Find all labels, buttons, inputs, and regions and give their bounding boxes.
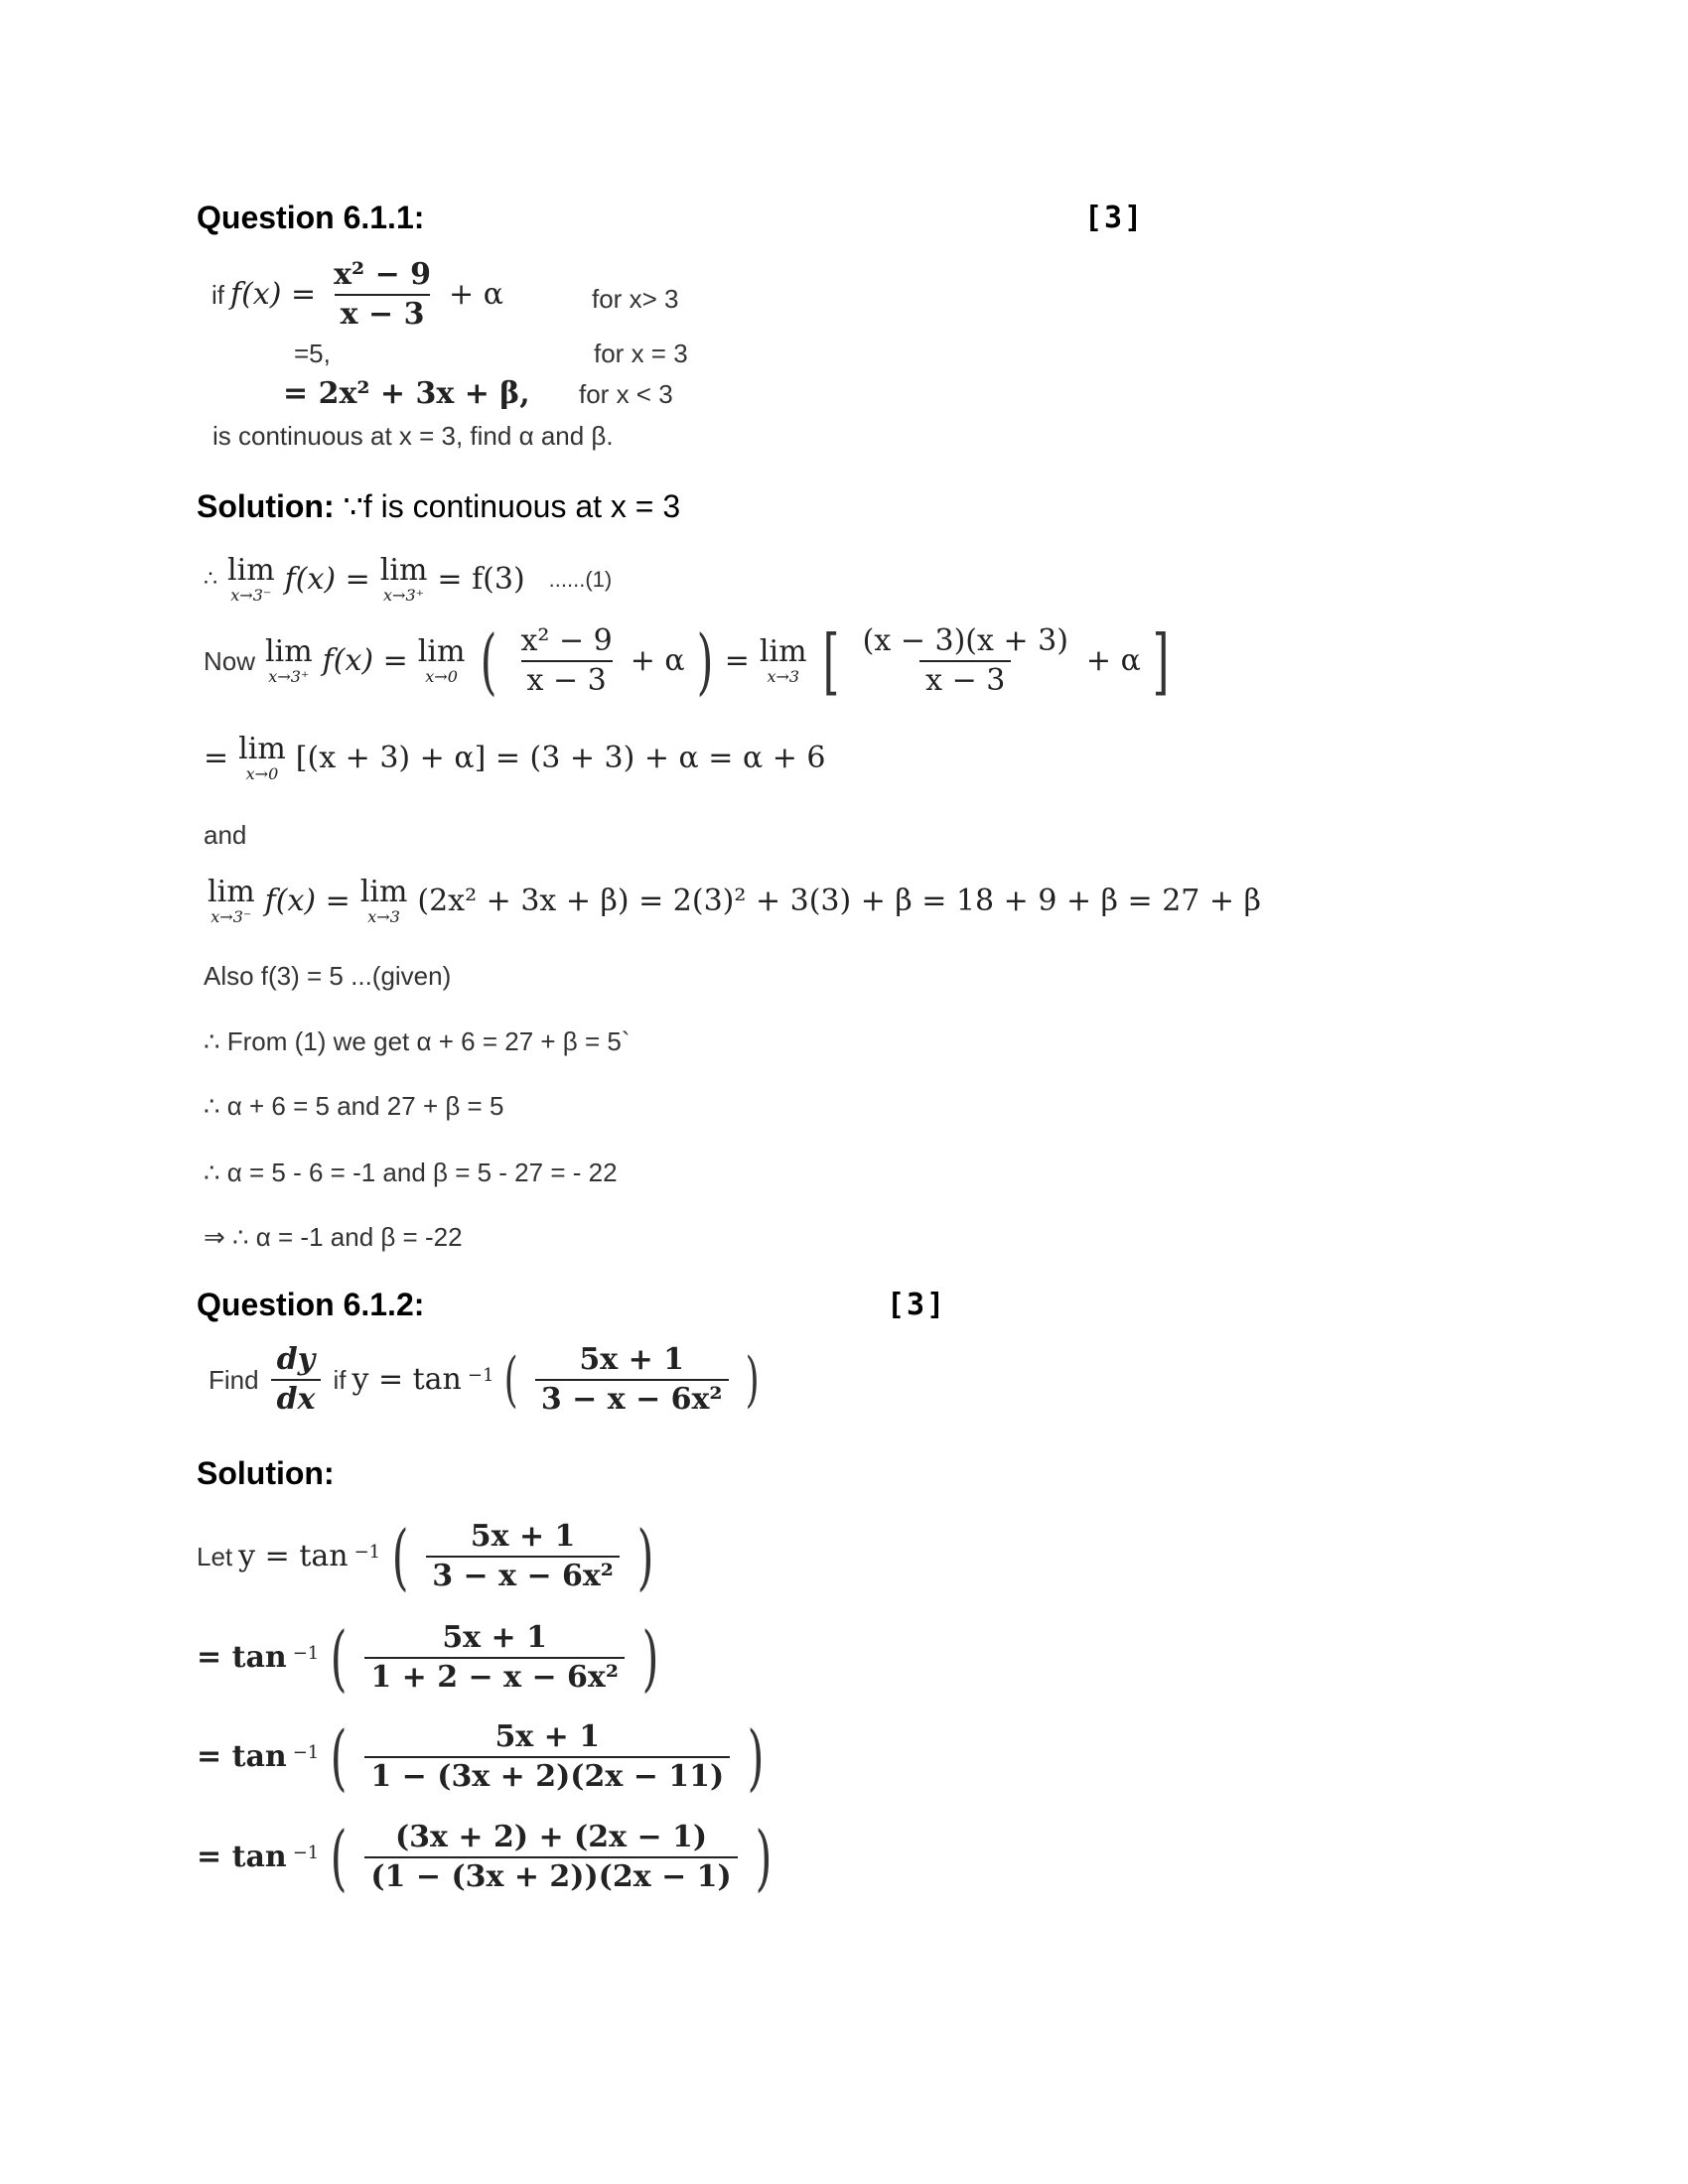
q1-line-compute: ∴ α = 5 - 6 = -1 and β = 5 - 27 = - 22 [204,1158,618,1187]
q1-step3-eq: = [204,741,229,775]
q2-let-label: Let [197,1542,233,1571]
q2-step4-inv: −1 [292,1843,320,1863]
question-1-heading: Question 6.1.1: [197,200,425,235]
q1-statement-line-1 [211,257,503,332]
q1-step-2 [204,619,1175,703]
q2-step1-fraction: $\frac{5x + 1}{\text{3 − x − 6x²}}$ [426,1522,620,1591]
q2-step1-lhs: y = tan [238,1539,349,1573]
q1-step1-f: f(x) = [284,562,370,597]
question-2-heading: Question 6.1.2: [197,1287,425,1322]
q1-step-3 [204,732,826,783]
left-paren-icon: ( [330,1816,348,1899]
q2-inverse-sup: −1 [467,1365,494,1386]
q2-statement [209,1342,764,1417]
q1-step2-plus-alpha: + α [630,643,685,678]
q1-step4-f: f(x) = [264,884,351,918]
q1-step1-rhs: = f(3) [437,562,525,597]
q1-solution-intro-text: ∵f is continuous at x = 3 [334,488,681,524]
q1-step2-lim-1: lim x→3⁺ [265,634,313,686]
q1-condition-1: for x> 3 [592,284,679,314]
right-paren-icon: ) [747,1715,765,1799]
question-2-marks: [3] [887,1288,947,1322]
left-paren-icon: ( [330,1616,348,1700]
q1-step1-lim-2: lim x→3⁺ [379,553,428,605]
left-paren-icon: ( [481,619,497,703]
q1-step2-plus-alpha-2: + α [1085,643,1141,678]
q1-condition-3: for x < 3 [579,379,673,409]
q2-step2-inv: −1 [292,1643,320,1664]
q1-step2-eq: = [724,643,750,678]
q2-step-3 [197,1715,770,1799]
q1-step4-lim-2: lim x→3 [359,875,408,926]
q1-fraction-denominator: x − 3 [335,294,431,330]
q2-step2-lhs: = tan [197,1640,287,1675]
q1-condition-2: for x = 3 [594,339,688,368]
therefore-icon: ∴ [204,567,217,592]
q1-statement-line-2: =5, [294,339,331,368]
q1-f-lhs: f(x) = [230,277,317,312]
q1-plus-alpha: + α [449,277,503,312]
q2-y-eq: y = tan [352,1362,462,1397]
right-bracket-icon: ] [1152,619,1170,703]
q1-step4-lim-1: lim x→3⁻ [208,875,255,926]
q1-step2-fraction: $\frac{\text{x² − 9}}{x - 3}$ [520,623,613,698]
q1-solution-label: Solution: [197,488,335,524]
q1-and-label: and [204,820,247,850]
q1-step2-lim-3: lim x→3 [759,634,807,686]
q1-step2-lim-2: lim x→0 [417,634,466,686]
q1-if-label: if [211,280,224,310]
right-paren-icon: ) [636,1515,654,1598]
left-paren-icon: ( [504,1345,519,1415]
q1-statement-line-4: is continuous at x = 3, find α and β. [212,421,614,451]
q2-find-label: Find [209,1365,259,1395]
q1-fraction-numerator: x² − 9 [334,257,432,292]
q2-step3-lhs: = tan [197,1739,287,1774]
q2-step4-lhs: = tan [197,1840,287,1874]
question-1-marks: [3] [1084,201,1145,235]
right-paren-icon: ) [696,619,714,703]
q1-step-4 [204,875,1261,926]
q2-step-4 [197,1816,777,1899]
right-paren-icon: ) [745,1345,760,1415]
q1-step4-rhs: (2x² + 3x + β) = 2(3)² + 3(3) + β = 18 + 9 + β = 27 + β [417,884,1261,918]
q1-step2-f: f(x) = [322,643,408,678]
q1-line-answer: ⇒ ∴ α = -1 and β = -22 [204,1222,463,1252]
q1-statement-line-3: = 2x² + 3x + β, [283,376,530,411]
right-paren-icon: ) [641,1616,659,1700]
right-paren-icon: ) [755,1816,773,1899]
q1-step3-lim: lim x→0 [238,732,286,783]
q1-step2-fraction-2: $\frac{(x - 3)(x + 3)}{x - 3}$ [862,623,1068,698]
q1-step1-lim-1: lim x→3⁻ [227,553,275,605]
q2-step-2 [197,1616,664,1700]
q2-step2-fraction: $\frac{5x + 1}{\text{1 + 2 − x − 6x²}}$ [364,1623,625,1693]
q1-line-from-1: ∴ From (1) we get α + 6 = 27 + β = 5` [204,1026,631,1056]
left-paren-icon: ( [330,1715,348,1799]
q1-line-also: Also f(3) = 5 ...(given) [204,961,452,991]
left-paren-icon: ( [391,1515,409,1598]
q1-step1-tag: ......(1) [548,567,613,592]
q1-fraction [328,257,437,332]
q2-if-label: if [333,1365,347,1395]
q2-step4-fraction: $\frac{(3x + 2) + (2x - 1)}{(1 - (3x + 2))(2x - 1)}$ [364,1823,737,1892]
q1-line-equations: ∴ α + 6 = 5 and 27 + β = 5 [204,1091,504,1121]
q1-step3-rhs: [(x + 3) + α] = (3 + 3) + α = α + 6 [295,741,826,775]
q1-step-1 [204,553,613,605]
q2-step3-inv: −1 [292,1742,320,1763]
left-bracket-icon: [ [822,619,840,703]
q1-solution-intro [197,490,680,522]
q2-fraction: $\frac{5x + 1}{\text{3 − x − 6x²}}$ [535,1345,729,1415]
q2-step1-inv: −1 [353,1542,381,1563]
q2-step-1 [197,1515,659,1598]
q2-solution-label: Solution: [197,1455,335,1491]
q2-derivative: $\frac{dy}{dx}$ [271,1345,322,1415]
q1-step2-now: Now [204,646,256,676]
q2-step3-fraction: $\frac{5x + 1}{1 - (3x + 2)(2x - 11)}$ [364,1722,730,1792]
